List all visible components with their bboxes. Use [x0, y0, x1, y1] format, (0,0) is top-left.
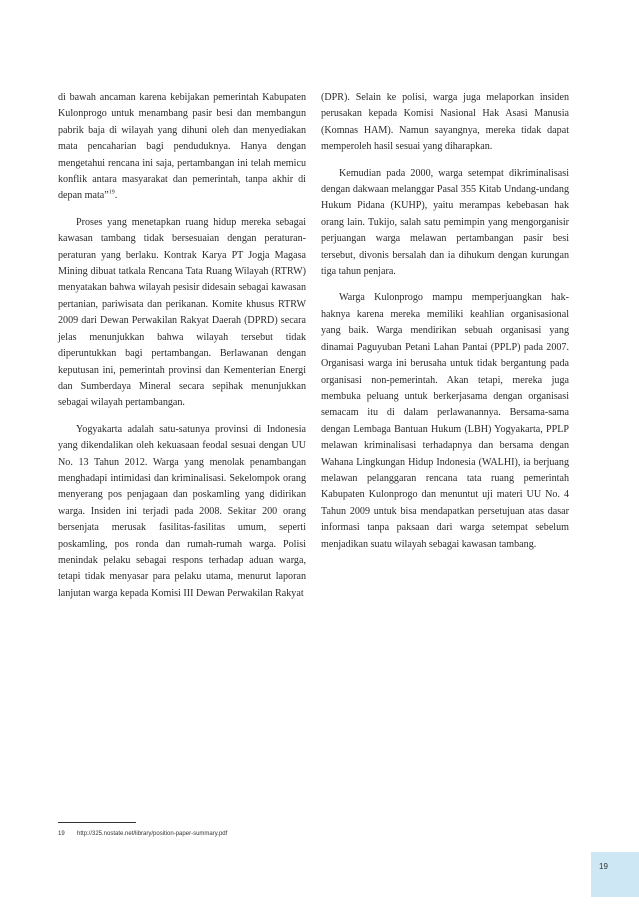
paragraph: Yogyakarta adalah satu-satunya provinsi di Indonesia yang dikendalikan oleh kekuasaan feodal sesuai dengan UU No. 13 Tahun 2012. Warga yang menolak penambangan menghadapi intimidasi dan kriminalisasi. Sekelompok orang menyerang pos penjagaan dan poskamling yang didirikan warga. Insiden ini terjadi pada 2008. Sekitar 200 orang bersenjata merusak fasilitas-fasilitas umum, seperti poskamling, pos ronda dan rumah-rumah warga. Polisi menindak pelaku sebagai respons terhadap aduan warga, tetapi tidak menyasar para pelaku utama, menurut laporan lanjutan warga kepada Komisi III Dewan Perwakilan Rakyat	[58, 423, 306, 599]
right-column	[321, 90, 569, 563]
paragraph: Warga Kulonprogo mampu memperjuangkan hak-haknya karena mereka memiliki keahlian organisasional yang baik. Warga mendirikan sebuah organisasi yang dinamai Paguyuban Petani Lahan Pantai (PPLP) pada 2007. Organisasi warga ini berusaha untuk tidak bergantung pada organisasi non-pemerintah. Akan tetapi, mereka juga membuka peluang untuk berkerjasama dengan organisasi semacam itu di dalam perlawanannya. Bersama-sama dengan Lembaga Bantuan Hukum (LBH) Yogyakarta, PPLP melawan kriminalisasi terhadapnya dan bersama dengan Wahana Lingkungan Hidup Indonesia (WALHI), ia berjuang melawan pelanggaran rencana tata ruang pemerintah Kabupaten Kulonprogo dan menuntut uji materi UU No. 4 Tahun 2009 untuk bisa mendapatkan persetujuan atas dasar informasi tanpa paksaan dari warga setempat sebelum menjadikan suatu wilayah sebagai kawasan tambang.	[321, 292, 569, 550]
footnote	[58, 831, 227, 837]
paragraph: (DPR). Selain ke polisi, warga juga melaporkan insiden perusakan kepada Komisi Nasional Hak Asasi Manusia (Komnas HAM). Namun sayangnya, mereka tidak dapat memperoleh hasil sesuai yang diharapkan.	[321, 92, 569, 153]
footnote-reference[interactable]: 19	[108, 190, 115, 197]
paragraph: Kemudian pada 2000, warga setempat dikriminalisasi dengan dakwaan melanggar Pasal 355 Kitab Undang-undang Hukum Pidana (KUHP), yaitu merampas kebebasan hak orang lain. Tukijo, salah satu pemimpin yang mengorganisir perjuangan warga melawan pertambangan pasir besi tersebut, divonis bersalah dan ia dihukum dengan kurungan tiga tahun penjara.	[321, 167, 569, 278]
paragraph-end: .	[114, 190, 118, 202]
footnote-divider	[58, 822, 136, 823]
paragraph	[58, 90, 306, 205]
paragraph-text: di bawah ancaman karena kebijakan pemerintah Kabupaten Kulonprogo untuk menambang pasir besi dan membangun pabrik baja di wilayah yang dihuni oleh dan menyediakan mata pencaharian bagi penduduknya. Hanya dengan mengetahui rencana ini saja, pertambangan ini telah memicu konflik antara masyarakat dan pemerintah, tanpa akhir di depan mata”	[58, 92, 306, 202]
paragraph: Proses yang menetapkan ruang hidup mereka sebagai kawasan tambang tidak bersesuaian dengan peraturan-peraturan yang berlaku. Kontrak Karya PT Jogja Magasa Mining dibuat tatkala Rencana Tata Ruang Wilayah (RTRW) menyatakan bahwa wilayah pesisir didesain sebagai kawasan pertanian, pariwisata dan perikanan. Komite khusus RTRW 2009 dari Dewan Perwakilan Rakyat Daerah (DPRD) secara jelas menunjukkan bahwa wilayah tersebut tidak diperuntukkan bagi pertambangan. Berlawanan dengan keputusan ini, pemerintah provinsi dan Kementerian Energi dan Sumberdaya Mineral secara sepihak menunjukkan sebagai wilayah pertambangan.	[58, 216, 306, 409]
page-number: 19	[599, 862, 608, 871]
footnote-number: 19	[58, 831, 65, 837]
left-column	[58, 90, 306, 612]
page-number-box	[591, 852, 639, 897]
footnote-link[interactable]: http://325.nostate.net/library/position-paper-summary.pdf	[77, 831, 228, 837]
